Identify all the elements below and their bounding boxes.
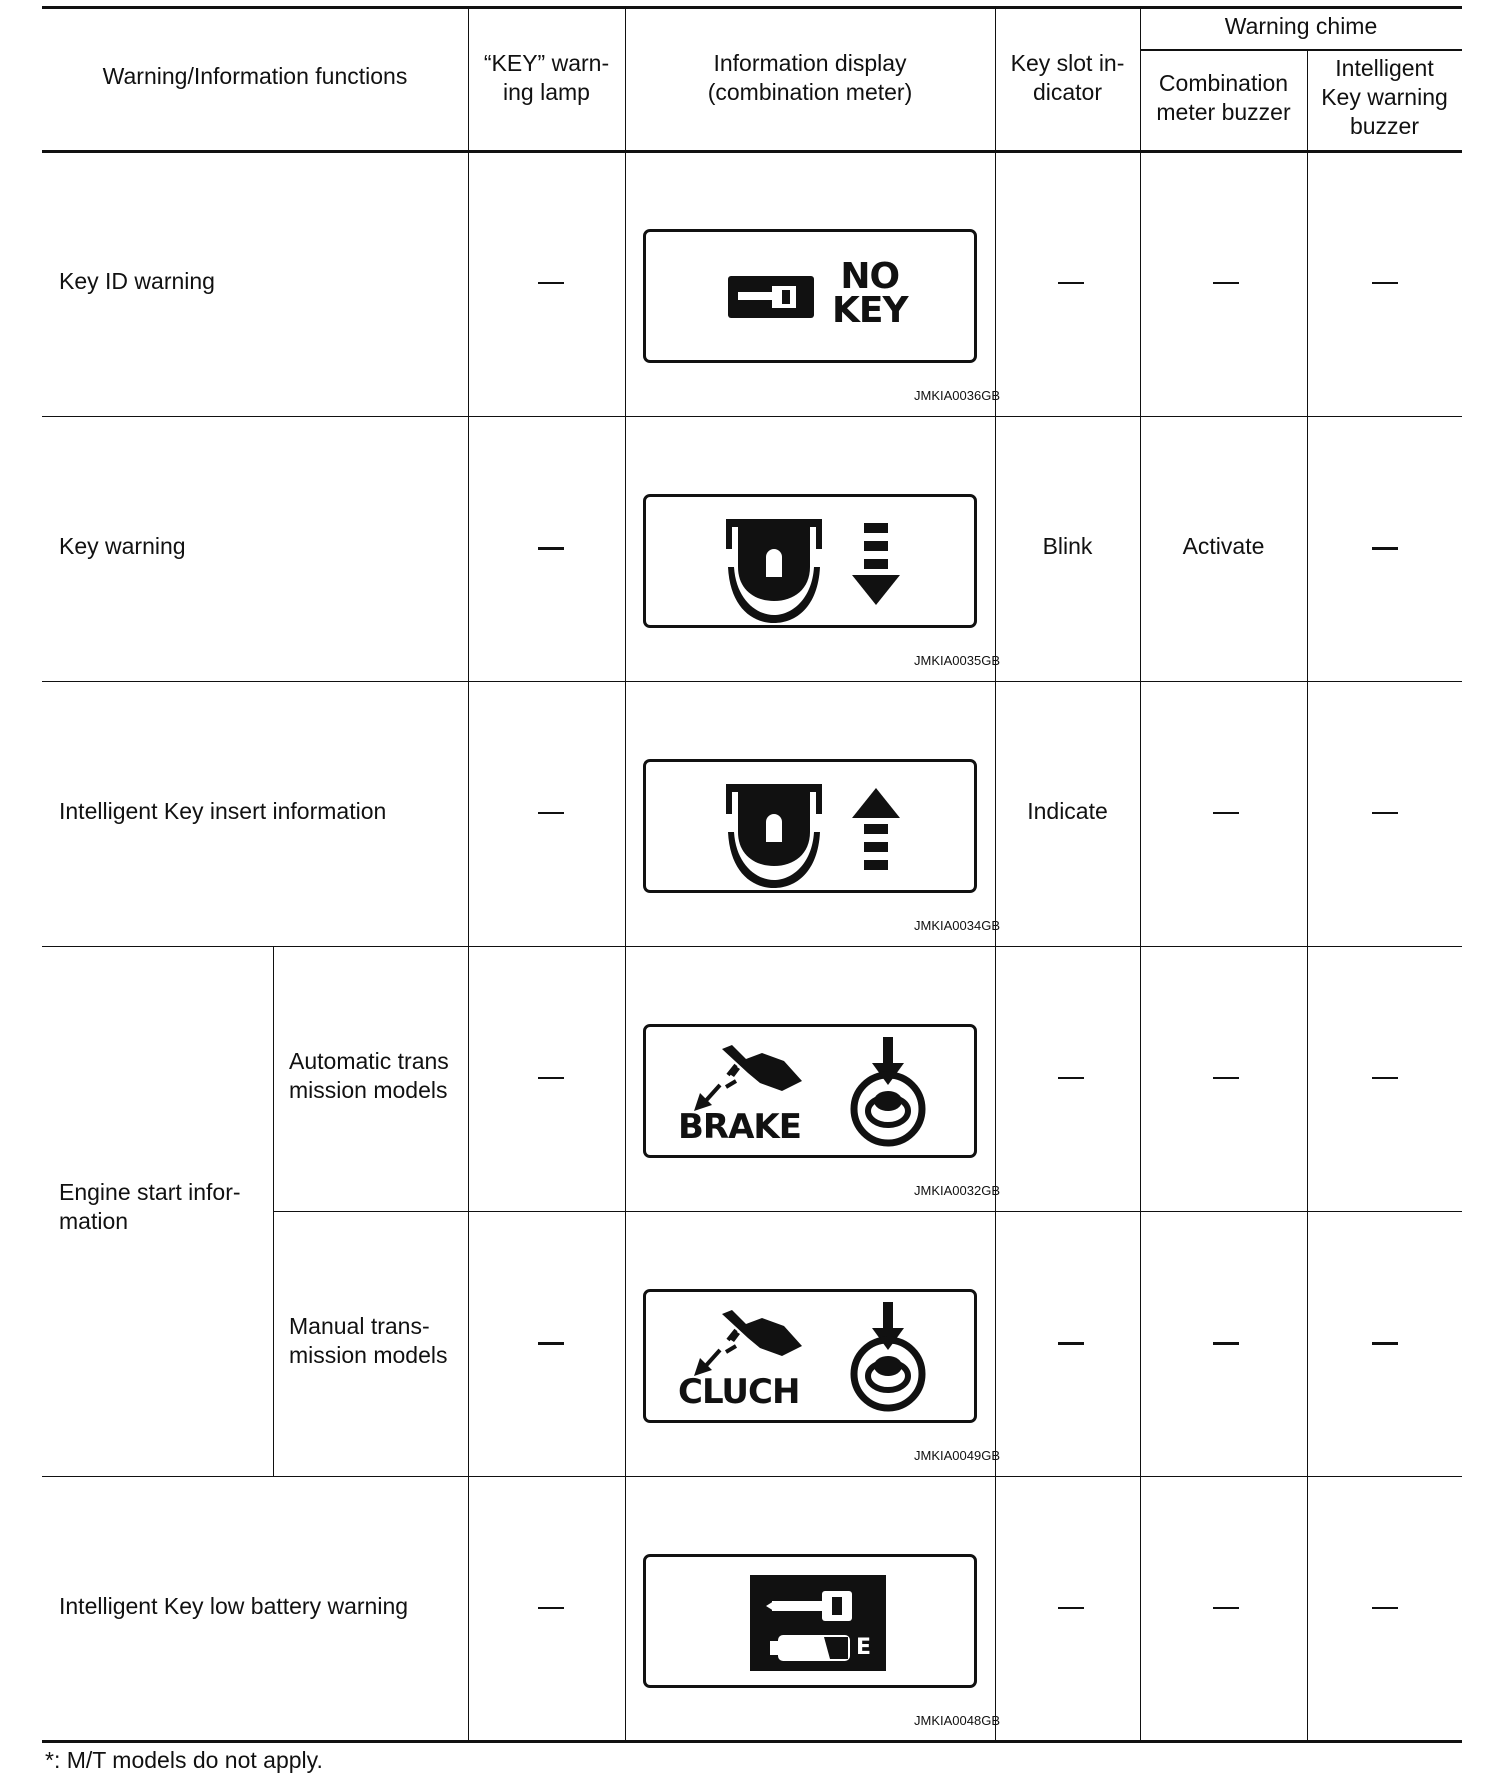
figure-code: JMKIA0048GB	[914, 1713, 1000, 1728]
ik-buzzer-value	[1372, 812, 1398, 814]
key-lamp-value	[538, 547, 564, 550]
brake-label: BRAKE	[678, 1107, 801, 1147]
key-slot-value	[1058, 1342, 1084, 1345]
function-label: Intelligent Key insert information	[59, 798, 387, 824]
key-slot-value: Indicate	[1027, 798, 1108, 824]
sub-label: Automatic trans mission models	[289, 1048, 449, 1103]
figure-code: JMKIA0034GB	[914, 918, 1000, 933]
header-key-slot: Key slot in- dicator	[1010, 50, 1125, 105]
display-panel	[643, 229, 977, 363]
display-panel	[643, 1289, 977, 1423]
ik-buzzer-value	[1372, 1342, 1398, 1345]
key-lamp-value	[538, 1607, 564, 1609]
row-divider	[42, 416, 1462, 417]
key-slot-remove-icon	[646, 497, 974, 625]
ik-buzzer-value	[1372, 1607, 1398, 1609]
header-bottom-rule	[42, 150, 1462, 153]
figure-code: JMKIA0036GB	[914, 388, 1000, 403]
key-low-battery-icon	[646, 1557, 974, 1685]
key-lamp-value	[538, 282, 564, 284]
column-divider	[468, 8, 469, 1742]
key-lamp-value	[538, 1077, 564, 1079]
row-divider	[273, 1211, 1462, 1212]
empty-label: E	[856, 1635, 872, 1660]
header-functions: Warning/Information functions	[102, 63, 408, 89]
header-combo-buzzer: Combination meter buzzer	[1156, 70, 1291, 125]
key-slot-value	[1058, 1077, 1084, 1079]
column-divider	[625, 8, 626, 1742]
column-divider	[1140, 8, 1141, 1742]
combo-buzzer-value	[1213, 1607, 1239, 1609]
sub-label: Manual trans- mission models	[289, 1313, 448, 1368]
key-slot-value	[1058, 282, 1084, 284]
combo-buzzer-value	[1213, 812, 1239, 814]
footnote: *: M/T models do not apply.	[45, 1747, 323, 1773]
function-label: Key ID warning	[59, 268, 215, 294]
header-info-display: Information display (combination meter)	[707, 50, 913, 105]
column-divider	[1307, 50, 1308, 1742]
row-divider	[42, 681, 1462, 682]
header-ik-buzzer: Intelligent Key warning buzzer	[1321, 55, 1448, 139]
combo-buzzer-value	[1213, 282, 1239, 284]
no-key-label: NO KEY	[832, 256, 908, 331]
combo-buzzer-value	[1213, 1342, 1239, 1345]
figure-code: JMKIA0032GB	[914, 1183, 1000, 1198]
header-key-lamp: “KEY” warn- ing lamp	[483, 50, 610, 105]
figure-code: JMKIA0035GB	[914, 653, 1000, 668]
chime-subheader-rule	[1140, 49, 1462, 51]
combo-buzzer-value	[1213, 1077, 1239, 1079]
figure-code: JMKIA0049GB	[914, 1448, 1000, 1463]
column-divider	[995, 8, 996, 1742]
no-key-icon	[646, 232, 974, 360]
table-bottom-rule	[42, 1740, 1462, 1743]
function-label: Key warning	[59, 533, 186, 559]
key-slot-value	[1058, 1607, 1084, 1609]
combo-buzzer-value: Activate	[1182, 533, 1265, 559]
function-label: Intelligent Key low battery warning	[59, 1593, 409, 1619]
function-label: Engine start infor- mation	[59, 1179, 241, 1234]
ik-buzzer-value	[1372, 1077, 1398, 1079]
subcolumn-divider	[273, 946, 274, 1476]
table-top-rule	[42, 6, 1462, 9]
display-panel	[643, 494, 977, 628]
display-panel	[643, 1024, 977, 1158]
ik-buzzer-value	[1372, 282, 1398, 284]
key-slot-insert-icon	[646, 762, 974, 890]
key-lamp-value	[538, 812, 564, 814]
key-slot-value: Blink	[1042, 533, 1093, 559]
display-panel	[643, 1554, 977, 1688]
header-warning-chime: Warning chime	[1224, 13, 1378, 39]
display-panel	[643, 759, 977, 893]
row-divider	[42, 1476, 1462, 1477]
row-divider	[42, 946, 1462, 947]
key-lamp-value	[538, 1342, 564, 1345]
ik-buzzer-value	[1372, 547, 1398, 550]
clutch-label: CLUCH	[678, 1372, 800, 1412]
